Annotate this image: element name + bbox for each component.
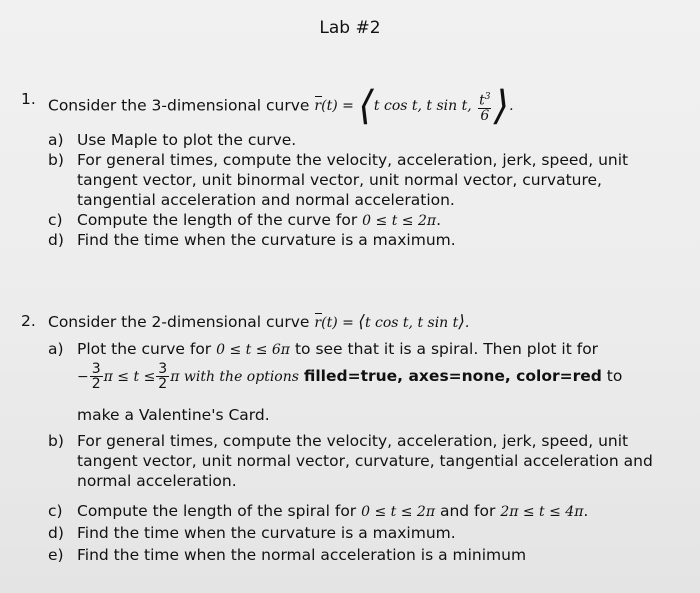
- p2-item-c-text: Compute the length of the spiral for 0 ≤ t ≤ 2π and for 2π ≤ t ≤ 4π.: [77, 502, 589, 520]
- p1-item-d-text: Find the time when the curvature is a maximum.: [77, 231, 456, 249]
- p1-item-a-text: Use Maple to plot the curve.: [77, 131, 297, 149]
- p1-item-b-line2: tangent vector, unit binormal vector, unit normal vector, curvature,: [77, 171, 602, 189]
- problem-1-intro: [48, 83, 514, 130]
- p2-item-e-label: e): [48, 546, 64, 564]
- p1-item-a-label: a): [48, 131, 64, 149]
- p2-item-d-label: d): [48, 524, 64, 542]
- maple-options: filled=true, axes=none, color=red: [303, 367, 602, 385]
- p2-item-a-line3: make a Valentine's Card.: [77, 406, 270, 424]
- problem-1-number: 1.: [21, 90, 36, 108]
- p1-item-d-label: d): [48, 231, 64, 249]
- problem-2-intro: Consider the 2-dimensional curve r(t) = ⟨t cos t, t sin t⟩.: [48, 312, 470, 332]
- problem-1-formula-body: t cos t, t sin t,: [373, 98, 477, 115]
- problem-2-formula: r(t) = ⟨t cos t, t sin t⟩.: [314, 312, 470, 332]
- p2-item-b-line3: normal acceleration.: [77, 472, 237, 490]
- p1-item-c-label: c): [48, 211, 63, 229]
- p2-item-e-text: Find the time when the normal acceleration is a minimum: [77, 546, 527, 564]
- problem-1-intro-text: Consider the 3-dimensional curve: [48, 96, 310, 115]
- p2-item-d-text: Find the time when the curvature is a maximum.: [77, 524, 456, 542]
- page-title: Lab #2: [319, 18, 381, 38]
- p2-item-c-label: c): [48, 502, 63, 520]
- problem-2-number: 2.: [21, 312, 36, 330]
- p2-item-b-line1: For general times, compute the velocity, acceleration, jerk, speed, unit: [77, 432, 629, 450]
- p1-item-b-line3: tangential acceleration and normal acceleration.: [77, 191, 455, 209]
- p2-item-a-label: a): [48, 340, 64, 358]
- p1-item-c-text: Compute the length of the curve for 0 ≤ t ≤ 2π.: [77, 211, 441, 229]
- p2-item-a-line1: Plot the curve for 0 ≤ t ≤ 6π to see that it is a spiral. Then plot it for: [77, 340, 599, 358]
- p1-item-b-line1: For general times, compute the velocity, acceleration, jerk, speed, unit: [77, 151, 629, 169]
- p2-item-b-label: b): [48, 432, 64, 450]
- p2-item-b-line2: tangent vector, unit normal vector, curvature, tangential acceleration and: [77, 452, 653, 470]
- p1-item-b-label: b): [48, 151, 64, 169]
- problem-1-formula: r(t) = ⟨t cos t, t sin t, $\frac{t^3}{6}$ ⟩.: [314, 83, 514, 130]
- p2-item-a-line2: − $\frac{3}{2}$ π ≤ t ≤ $\frac{3}{2}$ π with the options filled=true, axes=none, color=red to: [77, 361, 623, 392]
